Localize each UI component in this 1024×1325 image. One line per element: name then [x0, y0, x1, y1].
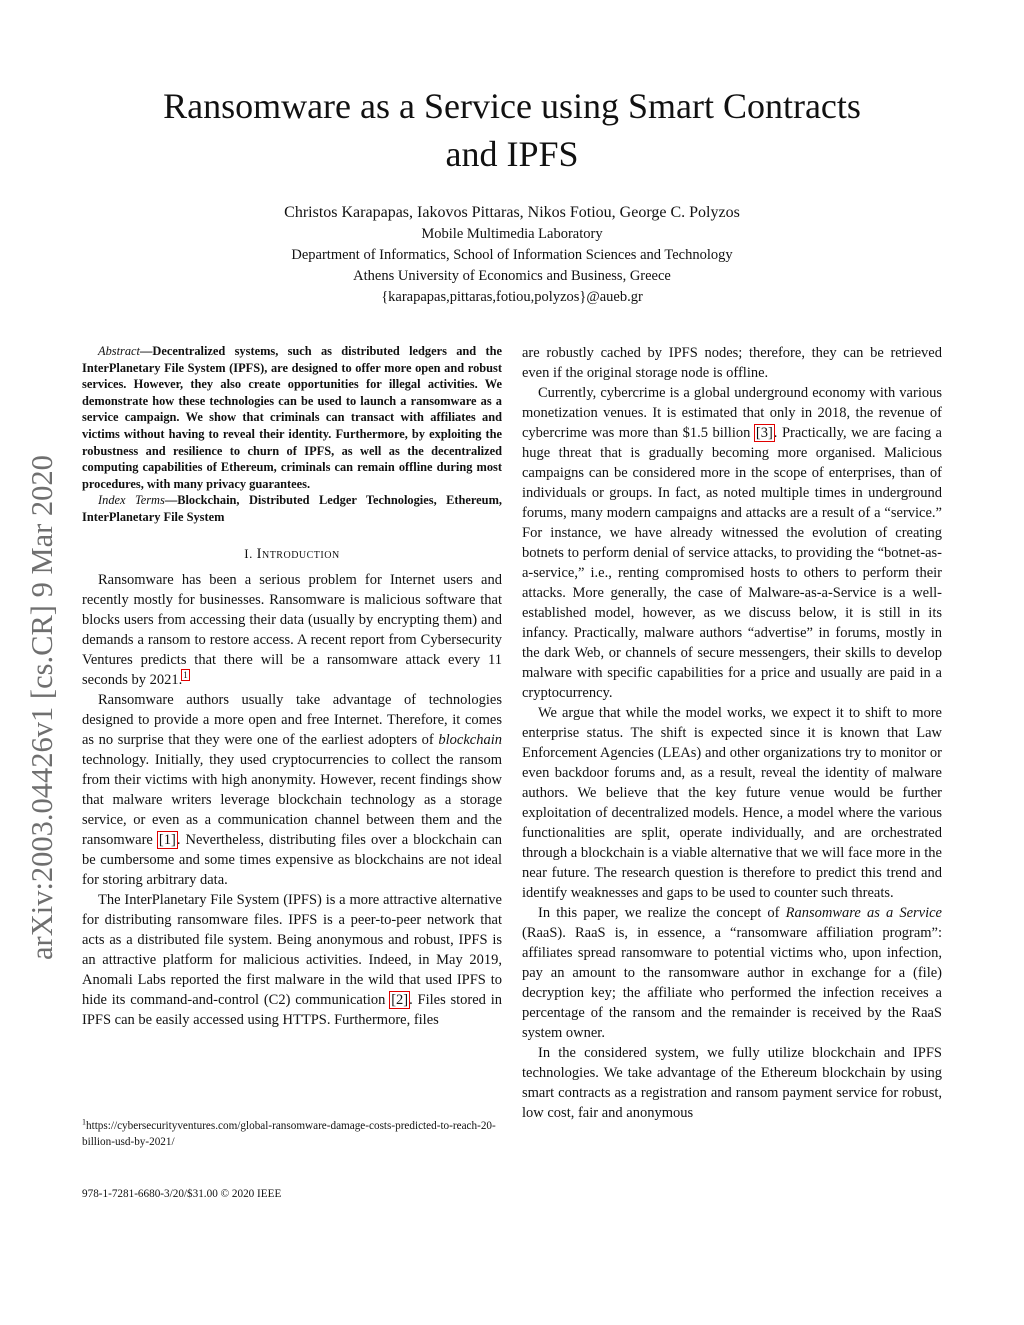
- copyright-isbn: 978-1-7281-6680-3/20/$31.00 © 2020 IEEE: [82, 1188, 282, 1200]
- abstract-text: —Decentralized systems, such as distributed ledgers and the InterPlanetary File System (IPFS), are designed to offer more open and robust services. However, they also create opportunities for illegal activities. We demonstrate how these technologies can be used to launch a ransomware as a service campaign. We show that criminals can transact with affiliates and victims without having to reveal their identity. Furthermore, by exploiting the robustness and resilience to churn of IPFS, as well as the decentralized computing capabilities of Ethereum, criminals can remain offline during most procedures, with many privacy guarantees.: [82, 344, 502, 491]
- right-column: [522, 343, 942, 1123]
- intro-paragraph-3-text-b: . Files stored in IPFS can be easily accessed using HTTPS. Furthermore, files: [82, 991, 502, 1028]
- emphasis-raas: Ransomware as a Service: [785, 905, 942, 921]
- emphasis-blockchain: blockchain: [438, 731, 502, 748]
- index-terms-label: Index Terms: [98, 493, 165, 508]
- intro-paragraph-4-text-a: Currently, cybercrime is a global underground economy with various monetization venues. It is estimated that only in 2018, the revenue of cybercrime was more than $1.5 billion: [522, 385, 942, 441]
- intro-paragraph-1-text: Ransomware has been a serious problem for Internet users and recently mostly for businesses. Ransomware is malicious software that blocks users from accessing their data (usually by encrypting them) and demands a ransom to restore access. A recent report from Cybersecurity Ventures predicts that there will be a ransomware attack every 11 seconds by 2021.: [82, 571, 502, 688]
- intro-paragraph-3-text-a: The InterPlanetary File System (IPFS) is a more attractive alternative for distributing ransomware files. IPFS is a peer-to-peer network that acts as a distributed file system. Being anonymous and robust, IPFS is an attractive platform for malicious activities. Indeed, in May 2019, Anomali Labs reported the first malware in the wild that used IPFS to hide its command-and-control (C2) communication: [82, 891, 502, 1008]
- title-line-2: and IPFS: [445, 134, 579, 174]
- affiliation-department: Department of Informatics, School of Information Sciences and Technology: [291, 247, 733, 263]
- section-heading-introduction: [82, 544, 502, 564]
- intro-paragraph-3-continued: are robustly cached by IPFS nodes; therefore, they can be retrieved even if the original storage node is offline.: [522, 345, 942, 381]
- intro-paragraph-4-text-b: . Practically, we are facing a huge threat that is gradually becoming more organised. Malicious campaigns can be considered more in the scope of enterprises, than of individuals or groups. In fact, as noted multiple times in underground forums, many modern campaigns and attacks are a result of a “service.” For instance, we have already witnessed the evolution of creating botnets to perform denial of service attacks, to providing the “botnet-as-a-service,” i.e., renting compromised hosts to others to perform their attacks. More generally, the case of Malware-as-a-Service is a well-established model, however, as we discuss below, it is still in its infancy. Practically, malware authors “advertise” in forums, mostly in the dark Web, or channels of secure messengers, their skills to develop malware with specific capabilities for a price and usually are paid in a cryptocurrency.: [522, 425, 942, 701]
- footnote-url[interactable]: https://cybersecurityventures.com/global-ransomware-damage-costs-predicted-to-reach-20-billion-usd-by-2021/: [82, 1120, 496, 1148]
- citation-link-2[interactable]: [2]: [391, 991, 409, 1008]
- index-terms: [82, 492, 502, 525]
- author-emails: {karapapas,pittaras,fotiou,polyzos}@aueb.gr: [381, 289, 643, 305]
- paper-title: [60, 82, 964, 178]
- citation-link-1[interactable]: [1]: [158, 831, 176, 848]
- intro-paragraph-4: [522, 383, 942, 703]
- index-terms-text: —Blockchain, Distributed Ledger Technologies, Ethereum, InterPlanetary File System: [82, 493, 502, 524]
- intro-paragraph-2-text-a: Ransomware authors usually take advantage of technologies designed to provide a more open and free Internet. Therefore, it comes as no surprise that they were one of the earliest adopters of: [82, 691, 502, 748]
- arxiv-stamp: arXiv:2003.04426v1 [cs.CR] 9 Mar 2020: [25, 455, 59, 960]
- intro-paragraph-7: In the considered system, we fully utilize blockchain and IPFS technologies. We take advantage of the Ethereum blockchain by using smart contracts as a registration and ransom payment service for robust, low cost, fair and anonymous: [522, 1045, 942, 1121]
- intro-paragraph-1: [82, 570, 502, 690]
- intro-paragraph-2: [82, 690, 502, 890]
- affiliation-university: Athens University of Economics and Business, Greece: [353, 268, 671, 284]
- intro-paragraph-3: [82, 890, 502, 1030]
- intro-paragraph-2-text-b: technology. Initially, they used cryptocurrencies to collect the ransom from their victims with high anonymity. However, recent findings show that malware writers leverage blockchain technology as a storage service, or even as a communication channel between them and the ransomware: [82, 751, 502, 848]
- author-block: [112, 202, 912, 308]
- intro-paragraph-6-text-a: In this paper, we realize the concept of: [538, 905, 786, 921]
- section-number: I.: [244, 545, 257, 561]
- intro-paragraph-2-text-c: . Nevertheless, distributing files over a blockchain can be cumbersome and some times expensive as blockchains are not ideal for storing arbitrary data.: [82, 831, 503, 888]
- footnote-link[interactable]: 1: [183, 669, 188, 680]
- footnote-mark: 1: [82, 1117, 86, 1127]
- intro-paragraph-6: [522, 903, 942, 1043]
- intro-paragraph-5: We argue that while the model works, we expect it to shift to more enterprise status. The shift is expected since it is known that Law Enforcement Agencies (LEAs) and other organizations try to monitor or even backdoor forums and, as a result, reveal the identity of malware authors. We believe that the key future venue would be further exploitation of decentralized models. Hence, a model where the various functionalities are split, operate individually, and are orchestrated through a blockchain is a viable alternative that we will face more in the near future. The research question is therefore to predict this trend and identify weaknesses and gaps to be used to counter such threats.: [522, 705, 942, 901]
- title-line-1: Ransomware as a Service using Smart Contracts: [163, 86, 861, 126]
- intro-paragraph-6-text-b: (RaaS). RaaS is, in essence, a “ransomware affiliation program”: affiliates spread ransomware to potential victims who, upon infection, pay an amount to the ransomware author in exchange for a (file) decryption key; the affiliate who performed the infection receives a percentage of the ransom and the remainder is received by the RaaS system owner.: [522, 925, 942, 1041]
- left-column: [82, 343, 502, 1030]
- citation-link-3[interactable]: [3]: [755, 425, 773, 441]
- section-title: Introduction: [256, 545, 340, 562]
- abstract-label: Abstract: [98, 344, 140, 358]
- abstract: [82, 343, 502, 492]
- affiliation-lab: Mobile Multimedia Laboratory: [421, 226, 603, 242]
- author-list: Christos Karapapas, Iakovos Pittaras, Nikos Fotiou, George C. Polyzos: [284, 204, 740, 221]
- footnote: [82, 1118, 502, 1150]
